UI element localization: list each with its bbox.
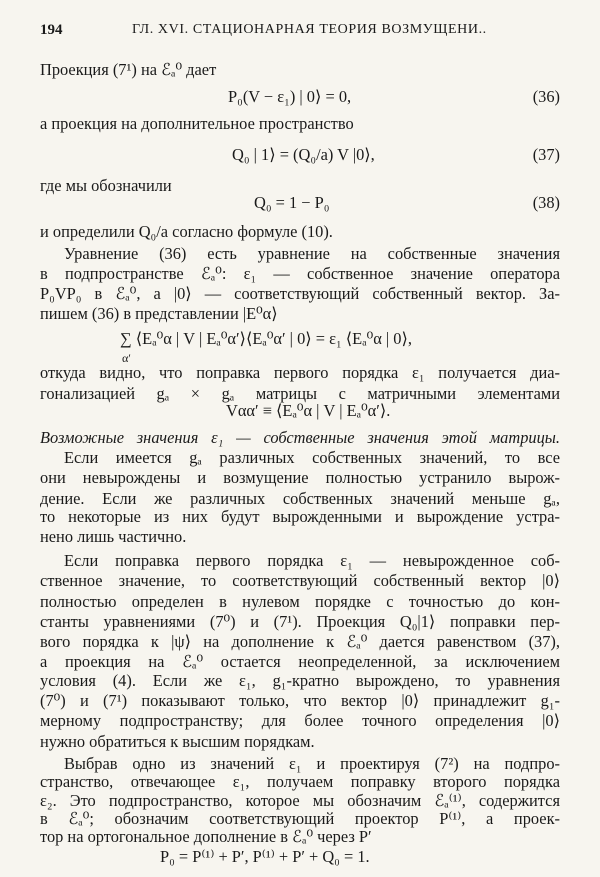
equation-37: Q₀ | 1⟩ = (Q₀/a) V |0⟩, bbox=[232, 145, 375, 164]
sum-subscript: α′ bbox=[122, 351, 131, 365]
text-line: вого порядка к |ψ⟩ на дополнение к ℰₐ⁰ дается равенством (37), bbox=[40, 632, 560, 651]
projector-equation: P₀ = P⁽¹⁾ + P′, P⁽¹⁾ + P′ + Q₀ = 1. bbox=[160, 847, 370, 866]
matrix-element-equation: Vαα′ ≡ ⟨Eₐ⁰α | V | Eₐ⁰α′⟩. bbox=[226, 401, 391, 420]
text-line: нено лишь частично. bbox=[40, 527, 187, 546]
sum-equation: ∑ ⟨Eₐ⁰α | V | Eₐ⁰α′⟩⟨Eₐ⁰α′ | 0⟩ = ε₁ ⟨Eₐ⁰α | 0⟩, bbox=[120, 329, 412, 348]
running-title: ГЛ. XVI. СТАЦИОНАРНАЯ ТЕОРИЯ ВОЗМУЩЕНИ.. bbox=[132, 22, 487, 37]
text-line: мерному подпространству; для более точного определения |0⟩ bbox=[40, 711, 560, 730]
text-line: (7⁰) и (7¹) показывают только, что вектор |0⟩ принадлежит g₁- bbox=[40, 691, 560, 710]
text-line: Уравнение (36) есть уравнение на собственные значения bbox=[64, 244, 560, 263]
equation-number: (37) bbox=[532, 145, 560, 164]
equation-36: P₀(V − ε₁) | 0⟩ = 0, bbox=[228, 87, 352, 106]
text-line: полностью определен в нулевом порядке с точностью до кон- bbox=[40, 592, 560, 611]
text-line: гонализацией gₐ × gₐ матрицы с матричными элементами bbox=[40, 384, 560, 403]
text-line: станты уравнениями (7⁰) и (7¹). Проекция Q₀|1⟩ поправки пер- bbox=[40, 612, 560, 631]
text-line: и определили Q₀/a согласно формуле (10). bbox=[40, 222, 333, 241]
text-line: они невырождены и возмущение полностью устранило вырож- bbox=[40, 468, 560, 487]
text-line: в ℰₐ⁰; обозначим соответствующий проектор P⁽¹⁾, а проек- bbox=[40, 809, 560, 828]
equation-38: Q₀ = 1 − P₀ bbox=[254, 193, 330, 212]
equation-number: (38) bbox=[532, 193, 560, 212]
text-line: Выбрав одно из значений ε₁ и проектируя (7²) на подпро- bbox=[64, 754, 560, 773]
text-line: ε₂. Это подпространство, которое мы обозначим ℰₐ⁽¹⁾, содержится bbox=[40, 791, 560, 810]
text-line: то некоторые из них будут вырожденными и вырождение устра- bbox=[40, 507, 560, 526]
page-number: 194 bbox=[40, 22, 63, 38]
text-line: P₀VP₀ в ℰₐ⁰, а |0⟩ — соответствующий собственный вектор. За- bbox=[40, 284, 560, 303]
text-line: странство, отвечающее ε₁, получаем поправку второго порядка bbox=[40, 772, 560, 791]
text-line: Если поправка первого порядка ε₁ — невырожденное соб- bbox=[64, 551, 560, 570]
text-line: откуда видно, что поправка первого порядка ε₁ получается диа- bbox=[40, 363, 560, 382]
equation-number: (36) bbox=[532, 87, 560, 106]
text-line: ственное значение, то соответствующий собственный вектор |0⟩ bbox=[40, 571, 560, 590]
text-line: пишем (36) в представлении |E⁰α⟩ bbox=[40, 304, 278, 323]
text-line: а проекция на ℰₐ⁰ остается неопределенной, за исключением bbox=[40, 652, 560, 671]
text-line: условия (4). Если же ε₁, g₁-кратно вырождено, то уравнения bbox=[40, 671, 560, 690]
text-line: Проекция (7¹) на ℰₐ⁰ дает bbox=[40, 60, 217, 79]
text-line: в подпространстве ℰₐ⁰: ε₁ — собственное значение оператора bbox=[40, 264, 560, 283]
text-line: дение. Если же различных собственных значений меньше gₐ, bbox=[40, 489, 560, 508]
text-line: а проекция на дополнительное пространство bbox=[40, 114, 354, 133]
text-line: тор на ортогональное дополнение в ℰₐ⁰ через P′ bbox=[40, 827, 372, 846]
text-line: нужно обратиться к высшим порядкам. bbox=[40, 732, 315, 751]
text-line: где мы обозначили bbox=[40, 176, 172, 195]
text-line: Если имеется gₐ различных собственных значений, то все bbox=[64, 448, 560, 467]
italic-statement: Возможные значения ε₁ — собственные значения этой матрицы. bbox=[40, 428, 560, 447]
